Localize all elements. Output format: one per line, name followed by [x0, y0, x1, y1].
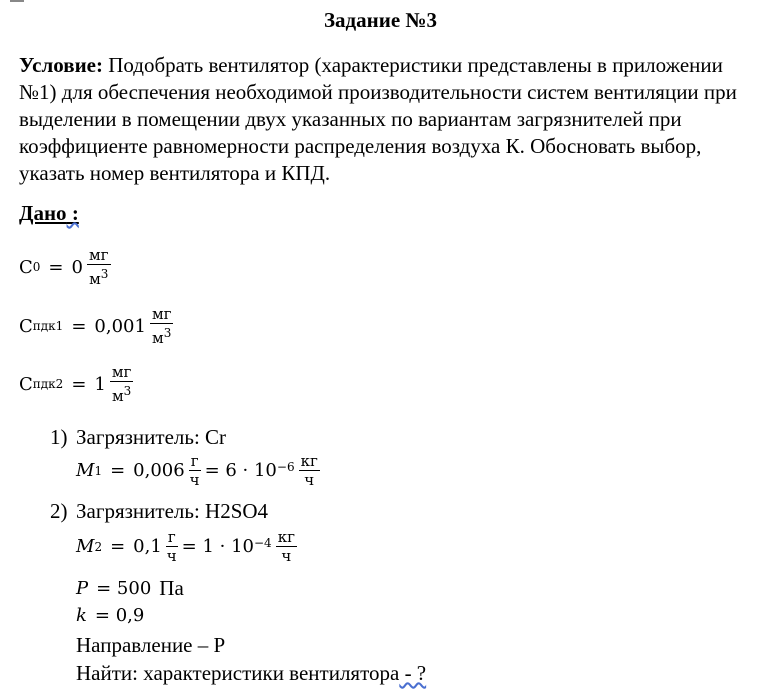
find-line: [76, 661, 426, 686]
unit-fraction: [150, 305, 174, 347]
given-label: Дано: [19, 201, 67, 225]
list-number: 1): [50, 425, 68, 449]
equals: =: [71, 315, 87, 337]
unit-fraction: [166, 528, 178, 565]
subscript: 1: [94, 463, 103, 478]
page-title: Задание №3: [323, 8, 438, 32]
numerator: кг: [300, 452, 318, 470]
condition-label: Условие:: [19, 53, 103, 77]
equals: =: [48, 256, 64, 278]
value: = 0,9: [94, 605, 145, 626]
condition-paragraph: [19, 52, 749, 187]
find-text: Найти: характеристики вентилятора: [76, 661, 400, 685]
subscript: пдк2: [32, 377, 64, 391]
converted-value: = 6 · 10: [204, 460, 277, 481]
equals: =: [71, 373, 87, 395]
pollutant-label: Загрязнитель: Cr: [76, 425, 227, 449]
numerator: кг: [277, 528, 295, 546]
subscript: 2: [94, 539, 103, 554]
formula-c-pdk2: [19, 363, 137, 405]
symbol: M: [76, 460, 95, 481]
subscript: пдк1: [32, 319, 64, 333]
unit-fraction: [299, 452, 320, 489]
given-heading: [19, 201, 79, 226]
converted-value: = 1 · 10: [181, 536, 254, 557]
value: 0,1: [133, 536, 162, 557]
denominator: ч: [281, 547, 292, 565]
list-item-1: [50, 425, 226, 450]
symbol: C: [19, 256, 33, 278]
condition-text: Подобрать вентилятор (характеристики представлены в приложении №1) для обеспечения необходимой производительности систем вентиляции при выделении в помещении двух указанных по вариантам загрязнителей при коэффициенте равномерности распределения воздуха К. Обосновать выбор, указать номер вентилятора и КПД.: [19, 53, 737, 185]
list-item-2: [50, 499, 268, 524]
symbol: M: [76, 536, 95, 557]
denominator: ч: [166, 547, 177, 565]
exponent: −6: [276, 460, 295, 474]
value: 0,006: [133, 460, 185, 481]
value: 0,001: [94, 315, 146, 337]
formula-m1: M 1 = 0,006 $\frac{г}{ч}$ = 6 · 10 −6 $\frac{кг}{ч}$: [76, 452, 318, 489]
list-number: 2): [50, 499, 68, 523]
numerator: мг: [88, 246, 109, 264]
formula-pressure: [76, 576, 184, 601]
given-colon: :: [66, 201, 79, 225]
formula-c-pdk1: [19, 305, 177, 347]
corner-mark: [10, 0, 24, 2]
numerator: мг: [151, 305, 172, 323]
exponent: −4: [254, 536, 272, 550]
denominator: $м^3$: [111, 384, 132, 405]
denominator: ч: [304, 471, 315, 489]
unit-fraction: [87, 246, 111, 288]
unit: Па: [159, 576, 184, 600]
numerator: г: [190, 452, 199, 470]
formula-c0: [19, 246, 115, 288]
numerator: мг: [111, 363, 132, 381]
find-question: - ?: [399, 661, 427, 685]
denominator: ч: [189, 471, 200, 489]
numerator: г: [167, 528, 176, 546]
unit-fraction: [276, 528, 297, 565]
subscript: 0: [32, 260, 41, 274]
symbol: P: [76, 578, 89, 599]
denominator: $м^3$: [152, 326, 172, 347]
formula-k: [76, 605, 144, 626]
formula-m2: M 2 = 0,1 $\frac{г}{ч}$ = 1 · 10 −4 $\frac{кг}{ч}$: [76, 528, 295, 565]
pollutant-label: Загрязнитель: H2SO4: [76, 499, 269, 523]
value: 0: [71, 256, 83, 278]
denominator: $м^3$: [89, 267, 109, 288]
unit-fraction: [110, 363, 134, 405]
direction-text: Направление – Р: [76, 633, 226, 657]
symbol: C: [19, 315, 33, 337]
symbol: k: [76, 605, 87, 626]
symbol: C: [19, 373, 33, 395]
value: = 500: [96, 578, 152, 599]
unit-fraction: [189, 452, 201, 489]
value: 1: [94, 373, 106, 395]
